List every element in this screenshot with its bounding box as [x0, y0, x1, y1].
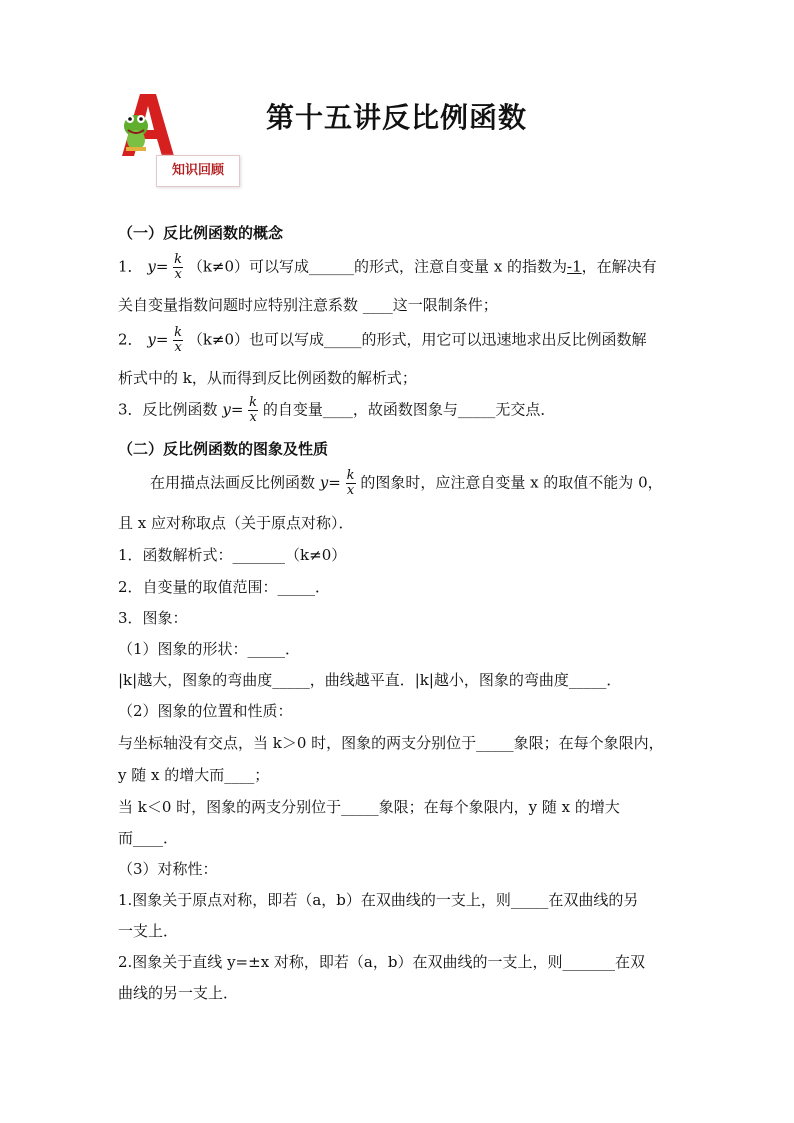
graph-position-k-negative-cont: 而____． [118, 829, 179, 847]
symmetry-heading: （3）对称性： [118, 860, 218, 878]
concept-item-1-cont: 关自变量指数问题时应特别注意系数 ____这一限制条件； [118, 296, 498, 314]
fraction-k-over-x [346, 469, 356, 498]
fraction-denominator: x [249, 410, 257, 425]
graph-position-k-positive: 与坐标轴没有交点，当 k＞0 时，图象的两支分别位于_____象限；在每个象限内， [118, 734, 664, 752]
concept-item-1 [118, 253, 657, 282]
formula-y: y [222, 400, 231, 419]
graph-shape: （1）图象的形状：_____． [118, 640, 301, 658]
formula-equals: = [155, 257, 169, 276]
graph-intro-cont: 且 x 应对称取点（关于原点对称）． [118, 514, 354, 532]
formula-equals: = [230, 400, 244, 419]
item-text-end: 的图象时，应注意自变量 x 的取值不能为 0， [360, 473, 663, 492]
page-title: 第十五讲反比例函数 [266, 101, 528, 134]
graph-position-heading: （2）图象的位置和性质： [118, 702, 293, 720]
item-text-end: 的自变量____，故函数图象与_____无交点． [262, 400, 556, 419]
fraction-numerator: k [174, 252, 183, 267]
symmetry-line-cont: 曲线的另一支上． [118, 984, 239, 1002]
item-text: （k≠0）可以写成______的形式，注意自变量 x 的指数为 [187, 257, 568, 276]
formula-equals: = [328, 473, 341, 492]
formula-equals: = [155, 330, 169, 349]
section-heading-graph: （二）反比例函数的图象及性质 [118, 440, 329, 458]
graph-item-1: 1．函数解析式：_______（k≠0） [118, 546, 347, 564]
concept-item-2-cont: 析式中的 k，从而得到反比例函数的解析式； [118, 369, 417, 387]
graph-position-k-negative: 当 k＜0 时，图象的两支分别位于_____象限；在每个象限内，y 随 x 的增大 [118, 798, 620, 816]
graph-item-2: 2．自变量的取值范围：_____． [118, 578, 331, 596]
item-text: （k≠0）也可以写成_____的形式，用它可以迅速地求出反比例函数解 [187, 330, 647, 349]
symmetry-origin-cont: 一支上． [118, 922, 179, 940]
concept-item-3 [118, 396, 555, 425]
concept-item-2 [118, 326, 647, 355]
item-text: 3．反比例函数 [118, 400, 218, 419]
fraction-numerator: k [174, 325, 183, 340]
graph-position-k-positive-cont: y 随 x 的增大而____； [118, 766, 270, 784]
graph-intro [150, 469, 663, 498]
fraction-k-over-x [173, 326, 183, 355]
fraction-numerator: k [346, 468, 355, 483]
fraction-k-over-x [173, 253, 183, 282]
section-heading-concept: （一）反比例函数的概念 [118, 224, 284, 242]
formula-y: y [147, 330, 156, 349]
item-number: 2． [118, 330, 143, 349]
item-number: 1． [118, 257, 143, 276]
formula-y: y [147, 257, 156, 276]
item-text-end: ，在解决有 [581, 257, 657, 276]
fraction-denominator: x [174, 267, 182, 282]
graph-item-3: 3．图象： [118, 609, 188, 627]
item-text: 在用描点法画反比例函数 [150, 473, 316, 492]
symmetry-origin: 1.图象关于原点对称，即若（a，b）在双曲线的一支上，则_____在双曲线的另 [118, 891, 639, 909]
graph-curvature: |k|越大，图象的弯曲度_____，曲线越平直．|k|越小，图象的弯曲度_____． [118, 671, 622, 689]
frog-a-logo-icon [116, 92, 178, 158]
fraction-denominator: x [174, 340, 182, 355]
fraction-k-over-x [248, 396, 258, 425]
formula-y: y [319, 473, 329, 492]
symmetry-line: 2.图象关于直线 y=±x 对称，即若（a，b）在双曲线的一支上，则_______在双 [118, 953, 645, 971]
exponent-value: -1 [567, 257, 582, 276]
fraction-numerator: k [249, 395, 258, 410]
fraction-denominator: x [346, 483, 355, 498]
knowledge-review-badge: 知识回顾 [156, 155, 240, 187]
